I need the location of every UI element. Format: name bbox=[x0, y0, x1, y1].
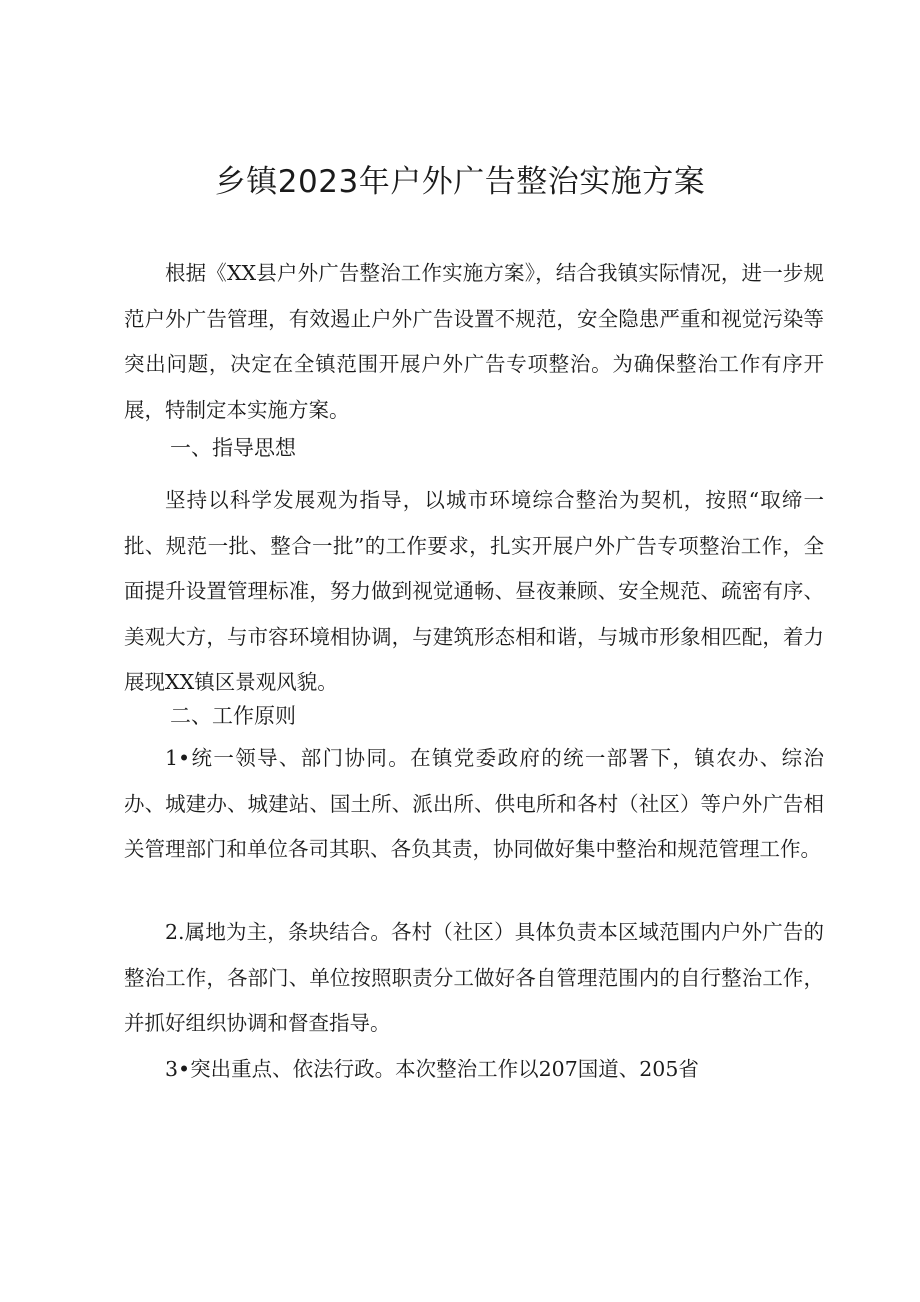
section-heading-guiding-ideology: 一、指导思想 bbox=[170, 436, 296, 460]
principle-paragraph-2: 2.属地为主，条块结合。各村（社区）具体负责本区域范围内户外广告的整治工作，各部门、单位按照职责分工做好各自管理范围内的自行整治工作，并抓好组织协调和督查指导。 bbox=[124, 920, 824, 1036]
document-title: 乡镇2023年户外广告整治实施方案 bbox=[214, 164, 706, 200]
principle-paragraph-1: 1•统一领导、部门协同。在镇党委政府的统一部署下，镇农办、综治办、城建办、城建站、国土所、派出所、供电所和各村（社区）等户外广告相关管理部门和单位各司其职、各负其责，协同做好集中整治和规范管理工作。 bbox=[124, 746, 824, 862]
guiding-ideology-paragraph: 坚持以科学发展观为指导，以城市环境综合整治为契机，按照“取缔一批、规范一批、整合一批”的工作要求，扎实开展户外广告专项整治工作，全面提升设置管理标准，努力做到视觉通畅、昼夜兼顾、安全规范、疏密有序、美观大方，与市容环境相协调，与建筑形态相和谐，与城市形象相匹配，着力展现XX镇区景观风貌。 bbox=[124, 488, 824, 695]
intro-paragraph: 根据《XX县户外广告整治工作实施方案》，结合我镇实际情况，进一步规范户外广告管理，有效遏止户外广告设置不规范，安全隐患严重和视觉污染等突出问题，决定在全镇范围开展户外广告专项整治。为确保整治工作有序开展，特制定本实施方案。 bbox=[124, 261, 824, 422]
section-heading-work-principles: 二、工作原则 bbox=[170, 704, 296, 728]
principle-paragraph-3: 3•突出重点、依法行政。本次整治工作以207国道、205省 bbox=[165, 1057, 699, 1081]
